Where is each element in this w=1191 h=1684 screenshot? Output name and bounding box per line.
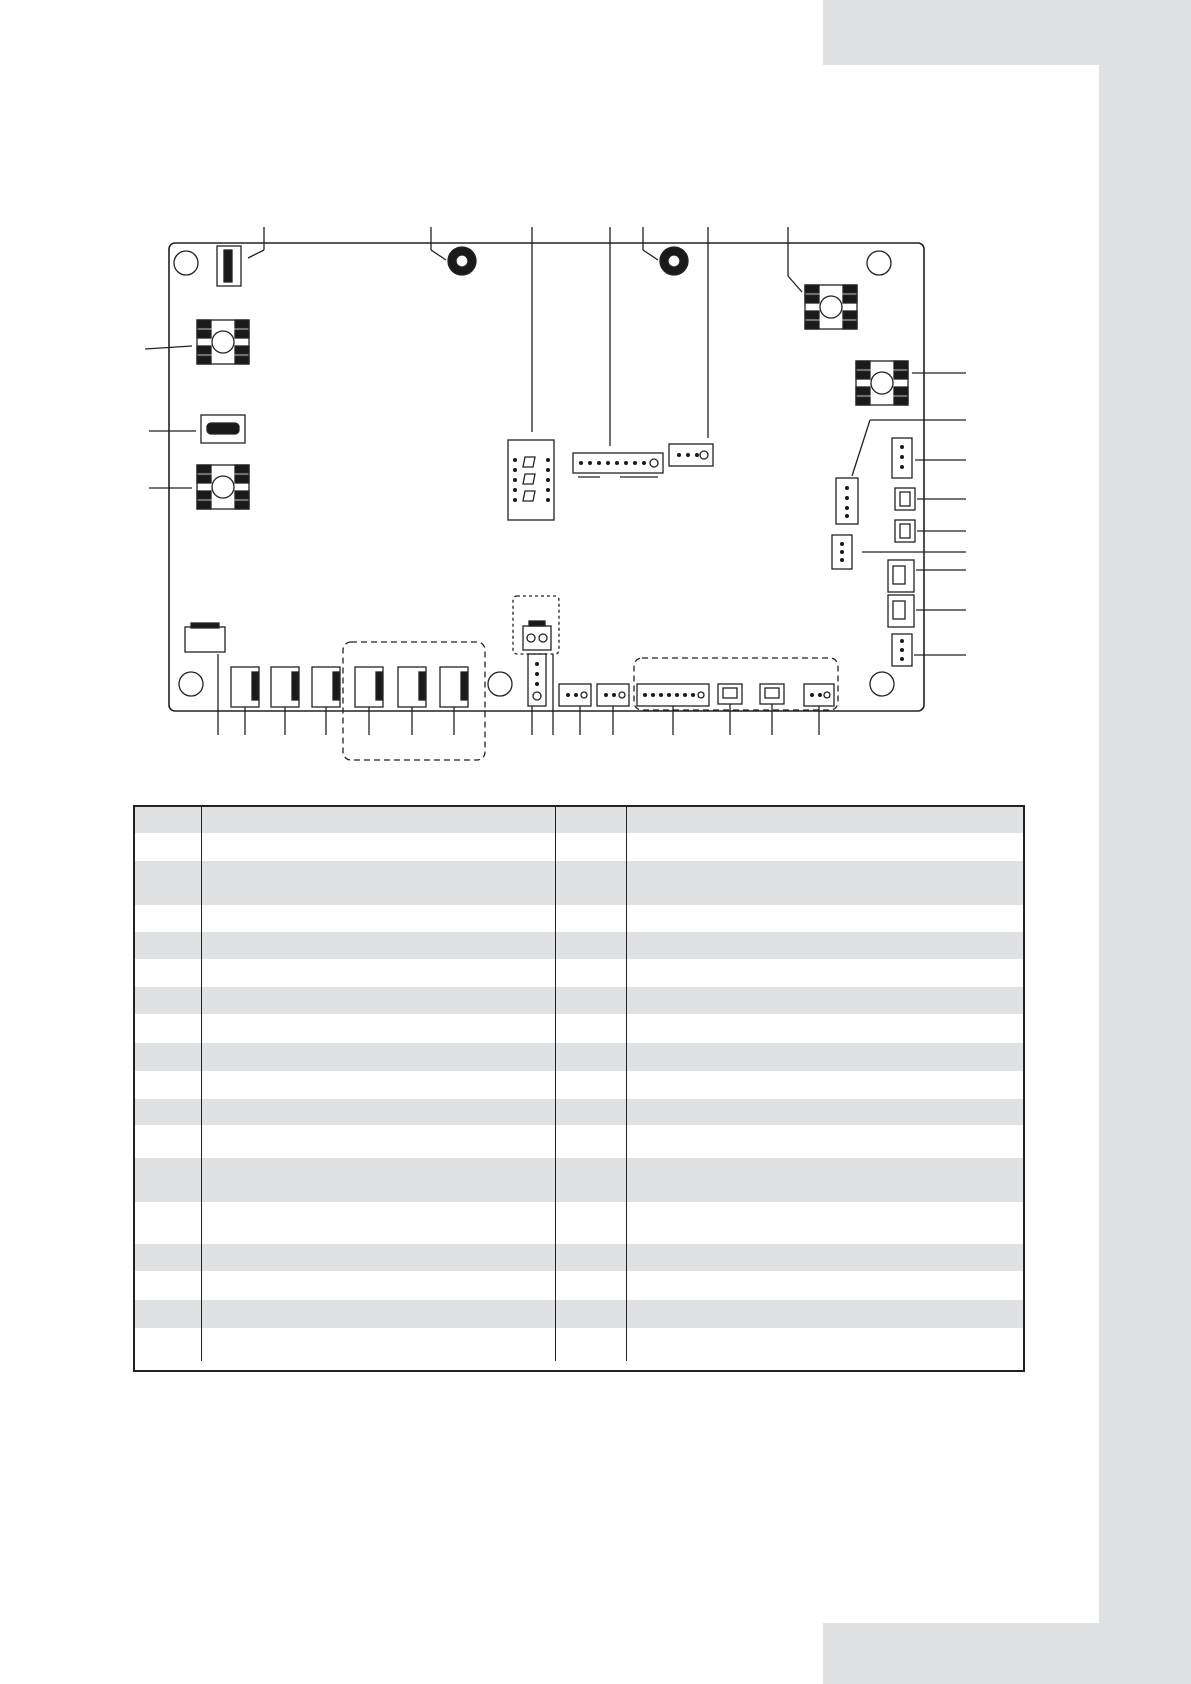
leader-lines-left (145, 346, 196, 488)
table-cell (202, 1071, 556, 1099)
table-cell (202, 1202, 556, 1244)
table-row (135, 1071, 1023, 1099)
multi-pin-header-center (573, 453, 663, 477)
leader-lines-bottom (218, 654, 819, 735)
table-cell (627, 932, 1023, 959)
table-cell (135, 861, 202, 905)
table-cell (556, 932, 627, 959)
varistor-left-1 (197, 320, 249, 364)
table-cell (556, 1014, 627, 1043)
table-cell (627, 1300, 1023, 1328)
table-cell (556, 1043, 627, 1071)
table-cell (202, 905, 556, 932)
dashed-connector-group (634, 658, 838, 710)
table-cell (135, 1300, 202, 1328)
leader-lines-top (248, 227, 802, 446)
table-row (135, 861, 1023, 905)
table-cell (135, 1158, 202, 1202)
mounting-hole-icon (174, 251, 198, 275)
table-row (135, 807, 1023, 833)
table-cell (556, 833, 627, 861)
relay-top-right (805, 285, 857, 329)
small-connector-top (669, 444, 713, 466)
table-row (135, 1014, 1023, 1043)
table-cell (202, 1158, 556, 1202)
table-row (135, 1328, 1023, 1361)
table-cell (627, 807, 1023, 833)
table-cell (627, 959, 1023, 987)
table-cell (627, 1202, 1023, 1244)
table-cell (202, 959, 556, 987)
table-cell (556, 1125, 627, 1158)
table-cell (135, 1043, 202, 1071)
bottom-small-connectors (559, 684, 629, 706)
table-cell (556, 959, 627, 987)
table-cell (202, 1014, 556, 1043)
table-cell (627, 987, 1023, 1014)
table-cell (627, 1043, 1023, 1071)
relay-right (856, 361, 908, 405)
table-cell (202, 1300, 556, 1328)
table-cell (135, 833, 202, 861)
table-row (135, 1043, 1023, 1071)
pcb-diagram (0, 200, 1191, 780)
table-cell (202, 861, 556, 905)
table-cell (556, 1328, 627, 1361)
table-row (135, 1271, 1023, 1300)
table-row (135, 1158, 1023, 1202)
table-cell (135, 1202, 202, 1244)
table-cell (202, 1125, 556, 1158)
table-cell (556, 861, 627, 905)
table-cell (202, 1099, 556, 1125)
bottom-terminal-row (231, 667, 468, 707)
table-cell (135, 1071, 202, 1099)
dashed-group-bottom (343, 642, 485, 760)
table-cell (556, 1158, 627, 1202)
fuse-left (201, 415, 245, 443)
table-cell (135, 1099, 202, 1125)
table-cell (556, 1271, 627, 1300)
table-cell (135, 1014, 202, 1043)
table-cell (135, 932, 202, 959)
table-cell (627, 861, 1023, 905)
table-cell (627, 1244, 1023, 1271)
table-cell (627, 1014, 1023, 1043)
table-cell (627, 905, 1023, 932)
table-cell (135, 987, 202, 1014)
table-cell (627, 833, 1023, 861)
table-cell (556, 807, 627, 833)
table-row (135, 1300, 1023, 1328)
standoff-icon (660, 247, 688, 275)
table-row (135, 987, 1023, 1014)
table-cell (202, 1043, 556, 1071)
table-cell (202, 1271, 556, 1300)
mounting-hole-icon (179, 672, 203, 696)
table-cell (202, 1328, 556, 1361)
table-cell (202, 833, 556, 861)
legend-table (133, 805, 1025, 1372)
bottom-left-fuse (185, 623, 225, 652)
leader-lines-right (852, 373, 966, 655)
table-cell (627, 1099, 1023, 1125)
dashed-switch-group (513, 596, 559, 706)
table-row (135, 959, 1023, 987)
table-row (135, 905, 1023, 932)
table-row (135, 1099, 1023, 1125)
table-cell (135, 1328, 202, 1361)
table-cell (135, 1125, 202, 1158)
table-cell (627, 1271, 1023, 1300)
table-cell (627, 1071, 1023, 1099)
varistor-left-2 (197, 465, 249, 509)
table-cell (556, 1244, 627, 1271)
table-cell (556, 905, 627, 932)
table-cell (627, 1328, 1023, 1361)
table-row (135, 833, 1023, 861)
table-cell (202, 1244, 556, 1271)
table-cell (202, 987, 556, 1014)
table-row (135, 1244, 1023, 1271)
table-cell (135, 1244, 202, 1271)
table-cell (556, 1202, 627, 1244)
table-cell (556, 1300, 627, 1328)
table-row (135, 1125, 1023, 1158)
mounting-hole-icon (488, 672, 512, 696)
table-row (135, 1202, 1023, 1244)
table-cell (556, 1099, 627, 1125)
table-cell (627, 1125, 1023, 1158)
table-cell (202, 807, 556, 833)
table-cell (627, 1158, 1023, 1202)
table-cell (202, 932, 556, 959)
table-row (135, 932, 1023, 959)
table-cell (135, 905, 202, 932)
top-fuse-holder (217, 246, 241, 286)
side-tab-bottom (823, 1623, 1191, 1684)
table-cell (135, 959, 202, 987)
table-cell (556, 1071, 627, 1099)
table-cell (556, 987, 627, 1014)
standoff-icon (448, 247, 476, 275)
table-cell (135, 1271, 202, 1300)
table-cell (135, 807, 202, 833)
seven-segment-display (508, 440, 554, 520)
mounting-hole-icon (867, 251, 891, 275)
mounting-hole-icon (870, 672, 894, 696)
